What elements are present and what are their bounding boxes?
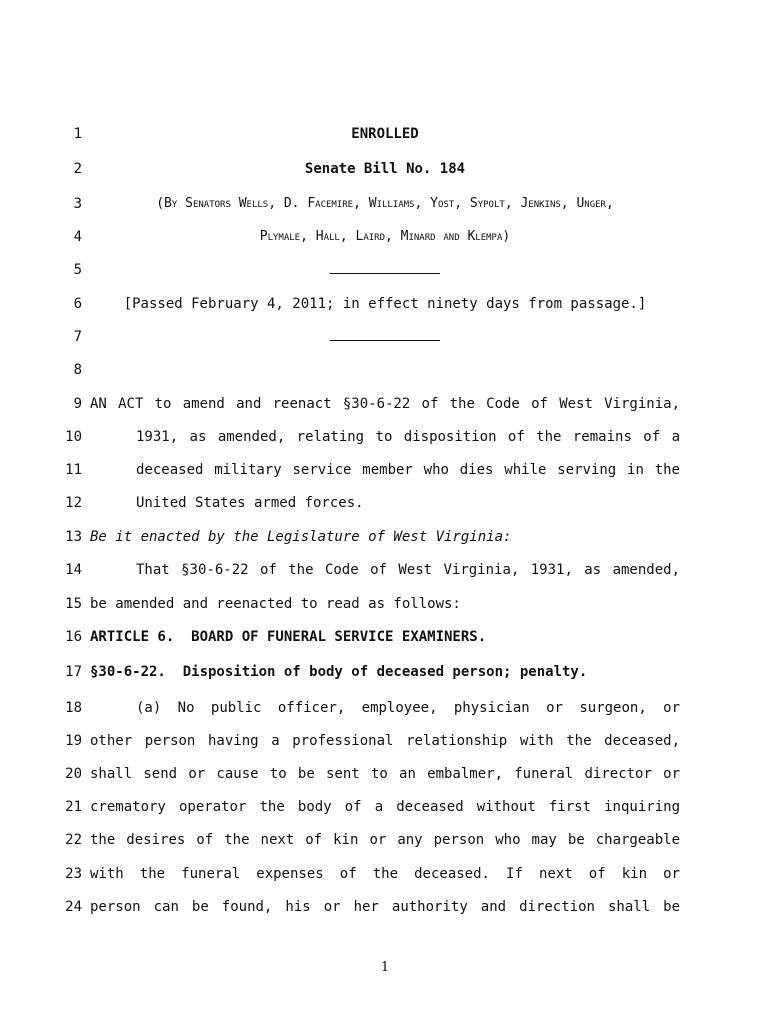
- line-number: 1: [73, 126, 82, 142]
- line-number: 8: [73, 362, 82, 378]
- line-number: 19: [65, 733, 82, 749]
- body-line: the desires of the next of kin or any person who may be chargeable: [90, 832, 680, 848]
- line-number: 16: [65, 629, 82, 645]
- body-line: with the funeral expenses of the deceased. If next of kin or: [90, 866, 680, 882]
- line-number: 22: [65, 832, 82, 848]
- line-number: 13: [65, 529, 82, 545]
- title-line: deceased military service member who dies while serving in the: [136, 462, 680, 478]
- page-number: 1: [380, 960, 390, 975]
- body-line: crematory operator the body of a deceased without first inquiring: [90, 799, 680, 815]
- passage-note: [Passed February 4, 2011; in effect ninety days from passage.]: [123, 296, 647, 312]
- line-number: 9: [73, 396, 82, 412]
- line-number: 5: [73, 262, 82, 278]
- title-line: 1931, as amended, relating to disposition of the remains of a: [136, 429, 680, 445]
- line-number: 7: [73, 329, 82, 345]
- line-number: 20: [65, 766, 82, 782]
- rule-line: [330, 261, 440, 274]
- line-number: 2: [73, 161, 82, 177]
- title-line: AN ACT to amend and reenact §30-6-22 of the Code of West Virginia,: [90, 396, 680, 412]
- article-heading: ARTICLE 6. BOARD OF FUNERAL SERVICE EXAMINERS.: [90, 629, 487, 645]
- rule-line: [330, 328, 440, 341]
- separator-rule-top: [90, 261, 680, 279]
- body-line: (a) No public officer, employee, physician or surgeon, or: [136, 700, 680, 716]
- title-line: United States armed forces.: [136, 495, 364, 511]
- line-number: 21: [65, 799, 82, 815]
- line-number: 15: [65, 596, 82, 612]
- line-number: 4: [73, 229, 82, 245]
- line-number: 17: [65, 664, 82, 680]
- bill-number: Senate Bill No. 184: [304, 161, 466, 177]
- body-line: That §30-6-22 of the Code of West Virginia, 1931, as amended,: [136, 562, 680, 578]
- line-number: 14: [65, 562, 82, 578]
- line-number: 12: [65, 495, 82, 511]
- separator-rule-bottom: [90, 328, 680, 346]
- line-number: 3: [73, 196, 82, 212]
- body-line: be amended and reenacted to read as follows:: [90, 596, 461, 612]
- line-number: 23: [65, 866, 82, 882]
- line-number: 10: [65, 429, 82, 445]
- section-heading: §30-6-22. Disposition of body of deceased person; penalty.: [90, 664, 588, 680]
- line-number: 6: [73, 296, 82, 312]
- body-line: person can be found, his or her authority and direction shall be: [90, 899, 680, 915]
- sponsors-line-1: (By Senators Wells, D. Facemire, Williams, Yost, Sypolt, Jenkins, Unger,: [156, 196, 614, 211]
- line-number: 11: [65, 462, 82, 478]
- enacting-clause: Be it enacted by the Legislature of West Virginia:: [90, 529, 512, 545]
- enrolled-heading: ENROLLED: [351, 126, 419, 142]
- body-line: shall send or cause to be sent to an embalmer, funeral director or: [90, 766, 680, 782]
- line-number: 18: [65, 700, 82, 716]
- sponsors-line-2: Plymale, Hall, Laird, Minard and Klempa): [259, 229, 511, 244]
- line-number: 24: [65, 899, 82, 915]
- body-line: other person having a professional relationship with the deceased,: [90, 733, 680, 749]
